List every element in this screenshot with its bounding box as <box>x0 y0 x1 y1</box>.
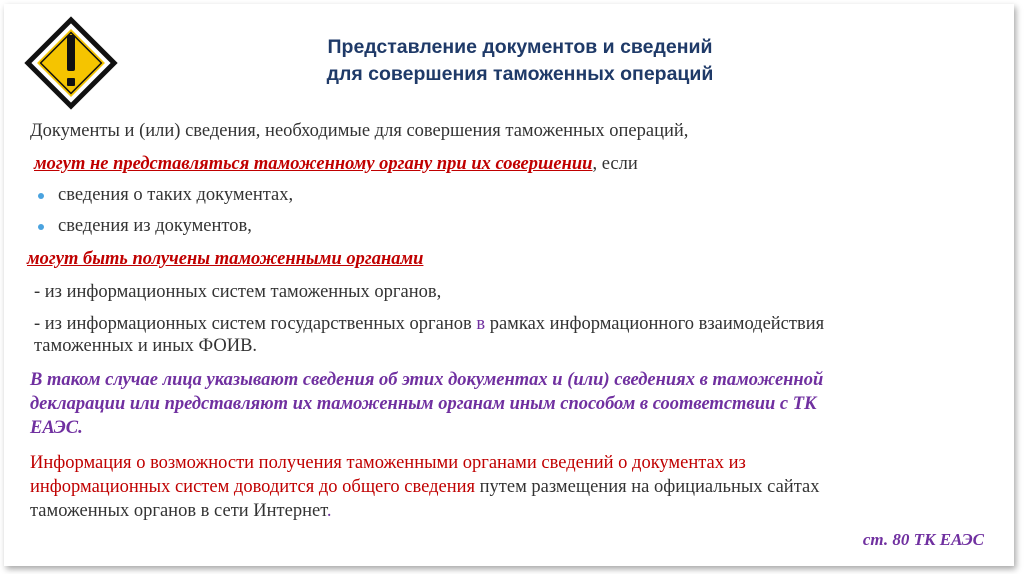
bullet-dot-icon <box>38 224 44 230</box>
dash-item-2-part-c: рамках информационного взаимодействия <box>485 314 825 334</box>
dash-item-1: - из информационных систем таможенных органов, <box>34 282 442 302</box>
dash-item-2-part-b: в <box>476 314 486 334</box>
paragraph-2-emphasis: могут не представляться таможенному органу при их совершении <box>34 154 593 174</box>
bullet-item-1: сведения о таких документах, <box>58 185 294 205</box>
info-paragraph-line-2-red: информационных систем доводится до общего сведения <box>30 477 476 497</box>
info-paragraph-line-3 <box>30 500 332 522</box>
purple-paragraph-line-2: декларации или представляют их таможенным органам иным способом в соответствии с ТК <box>30 394 817 414</box>
paragraph-3-emphasis: могут быть получены таможенными органами <box>27 249 424 269</box>
info-paragraph-line-3-dot: . <box>326 501 332 521</box>
paragraph-2 <box>34 153 638 175</box>
title-line-2: для совершения таможенных операций <box>326 63 714 85</box>
bullet-dot-icon <box>38 193 44 199</box>
info-paragraph-line-2 <box>30 476 819 498</box>
title-line-1: Представление документов и сведений <box>327 36 713 58</box>
paragraph-3 <box>27 248 423 270</box>
page-title <box>140 34 900 88</box>
purple-paragraph-line-3: ЕАЭС. <box>30 418 83 438</box>
bullet-item-2: сведения из документов, <box>58 216 252 236</box>
purple-paragraph-line-1: В таком случае лица указывают сведения об этих документах и (или) сведениях в таможенной <box>30 370 824 390</box>
dash-item-2-part-a: - из информационных систем государственных органов <box>34 314 477 334</box>
paragraph-1: Документы и (или) сведения, необходимые для совершения таможенных операций, <box>30 121 689 141</box>
info-paragraph-line-2-tail: путем размещения на официальных сайтах <box>475 477 820 497</box>
dash-item-2-line-2: таможенных и иных ФОИВ. <box>34 336 258 356</box>
dash-item-2 <box>34 313 824 335</box>
paragraph-2-tail: , если <box>592 154 638 174</box>
info-paragraph-line-1: Информация о возможности получения таможенными органами сведений о документах из <box>30 453 746 473</box>
warning-sign-icon <box>16 8 126 118</box>
info-paragraph-line-3-text: таможенных органов в сети Интернет <box>30 501 327 521</box>
footer-reference: ст. 80 ТК ЕАЭС <box>862 530 984 549</box>
